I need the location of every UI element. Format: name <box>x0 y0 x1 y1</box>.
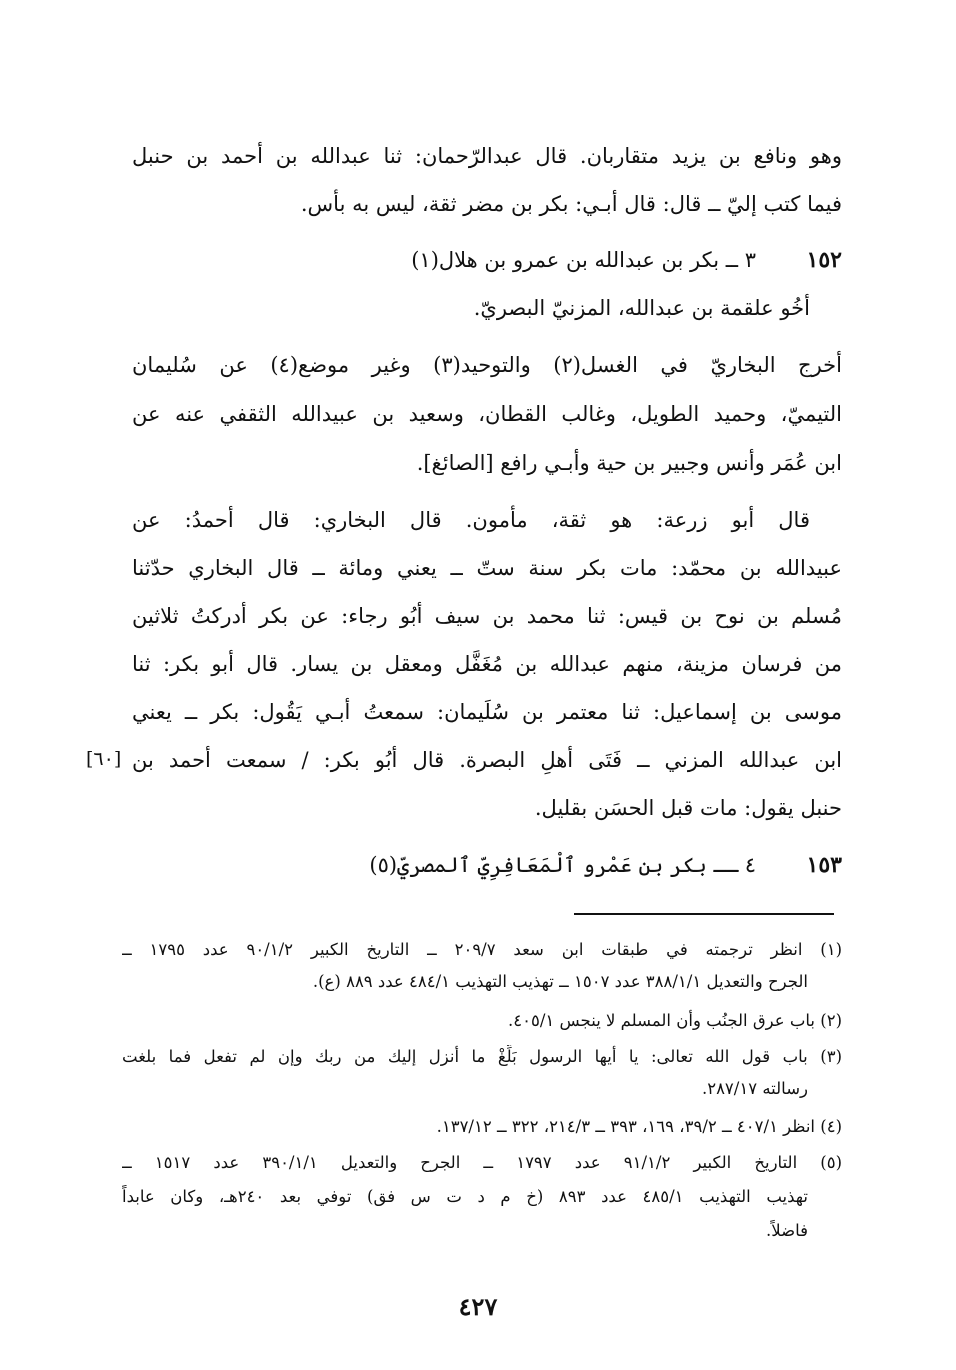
footnote-3-text-1: باب قول الله تعالى: يا أيها الرسول بَلِّغْ ما أنزل إليك من ربك وإن لم تفعل فما بلغت <box>122 1047 808 1066</box>
paragraph-2-line-4: من فرسان مزينة، منهم عبدالله بن مُغَفَّل ومعقل بن يسار. قال أبو بكر: ثنا <box>132 652 842 676</box>
footnote-5-line-2: تهذيب التهذيب ٤٨٥/١ عدد ٨٩٣ (خ م د ت س فق) توفي بعد ٢٤٠هـ، وكان عابداً <box>122 1187 808 1206</box>
footnote-1-label: (١) <box>820 940 842 959</box>
margin-page-marker: [٦٠] <box>86 748 122 770</box>
paragraph-2-line-7: حنبل يقول: مات قبل الحسَن بقليل. <box>534 796 842 820</box>
paragraph-2-line-6: ابن عبدالله المزني ــ فَتَى أهلِ البصرة. قال أبُو بكر: / سمعت أحمد بن <box>132 748 842 772</box>
footnote-2-label: (٢) <box>820 1011 842 1030</box>
footnote-5-line-1 <box>122 1151 842 1179</box>
footnote-5-text-1: التاريخ الكبير ٩١/١/٢ عدد ١٧٩٧ ــ الجرح والتعديل ٣٩٠/١/١ عدد ١٥١٧ ــ <box>122 1153 798 1172</box>
footnote-5-label: (٥) <box>820 1153 842 1172</box>
footnote-3-line-2: رسالته ٢٨٧/١٧. <box>701 1079 808 1098</box>
entry-152-heading: ٣ ــ بكر بن عبدالله بن عمرو بن هلال(١) <box>411 248 756 272</box>
paragraph-1-line-2: التيميّ، وحميد الطويل، وغالب القطان، وسعيد بن عبيدالله الثقفي عنه عن <box>132 402 842 426</box>
footnote-5-line-3: فاضلاً. <box>765 1221 808 1240</box>
footnote-1-line-2: الجرح والتعديل ٣٨٨/١/١ عدد ١٥٠٧ ــ تهذيب التهذيب ٤٨٤/١ عدد ٨٨٩ (ع). <box>312 972 808 991</box>
paragraph-2-line-2: عبيدالله بن محمّد: مات بكر سنة ستّ ــ يعني ومائة ــ قال البخاري حدّثنا <box>132 556 842 580</box>
footnote-1-text-1: انظر ترجمته في طبقات ابن سعد ٢٠٩/٧ ــ التاريخ الكبير ٩٠/١/٢ عدد ١٧٩٥ ــ <box>122 940 803 959</box>
footnote-4-text-1: انظر ٤٠٧/١ ــ ٣٩/٢، ١٦٩، ٣٩٣ ــ ٢١٤/٣، ٣٢٢ ــ ١٣٧/١٢. <box>436 1117 815 1136</box>
intro-line-2: فيما كتب إليّ ــ قال: قال أبـي: بكر بن مضر ثقة، ليس به بأس. <box>300 192 842 216</box>
footnote-3-line-1 <box>122 1045 842 1073</box>
footnote-2-text-1: باب عرق الجنُب وأن المسلم لا ينجس ٤٠٥/١. <box>508 1011 815 1030</box>
entry-152-subheading: أخُو علقمة بن عبدالله، المزنيّ البصريّ. <box>473 296 810 320</box>
footnote-2-line-1 <box>122 1009 842 1037</box>
footnote-4-label: (٤) <box>820 1117 842 1136</box>
footnote-3-label: (٣) <box>820 1047 842 1066</box>
entry-number-152: ١٥٢ <box>806 247 842 273</box>
page-number: ٤٢٧ <box>458 1292 498 1321</box>
footnote-4-line-1 <box>122 1115 842 1143</box>
paragraph-1-line-3: ابن عُمَر وأنس وجبير بن حية وأبـي رافع [الصائغ]. <box>416 451 842 475</box>
paragraph-2-line-1: قال أبو زرعة: هو ثقة، مأمون. قال البخاري: قال أحمدُ: عن <box>132 508 810 532</box>
entry-number-153: ١٥٣ <box>806 852 842 878</box>
intro-line-1: وهو ونافع بن يزيد متقاربان. قال عبدالرّحمان: ثنا عبدالله بن أحمد بن حنبل <box>132 144 842 168</box>
paragraph-1-line-1: أخرج البخاريّ في الغسل(٢) والتوحيد(٣) وغير موضع(٤) عن سُليمان <box>132 353 842 377</box>
paragraph-2-line-3: مُسلم بن نوح بن قيس: ثنا محمد بن سيف أبُو رجاء: عن بكر أدركتُ ثلاثين <box>132 604 842 628</box>
footnote-1-line-1 <box>122 938 842 966</box>
entry-153-heading: ٤ ــ بكر بن عَمْرو ٱلْمَعَافِرِيّ ٱلمصريّ(٥) <box>369 853 756 877</box>
paragraph-2-line-5: موسى بن إسماعيل: ثنا معتمر بن سُلَيمان: سمعتُ أبـي يَقُول: بكر ــ يعني <box>132 700 842 724</box>
footnote-separator <box>574 913 834 915</box>
